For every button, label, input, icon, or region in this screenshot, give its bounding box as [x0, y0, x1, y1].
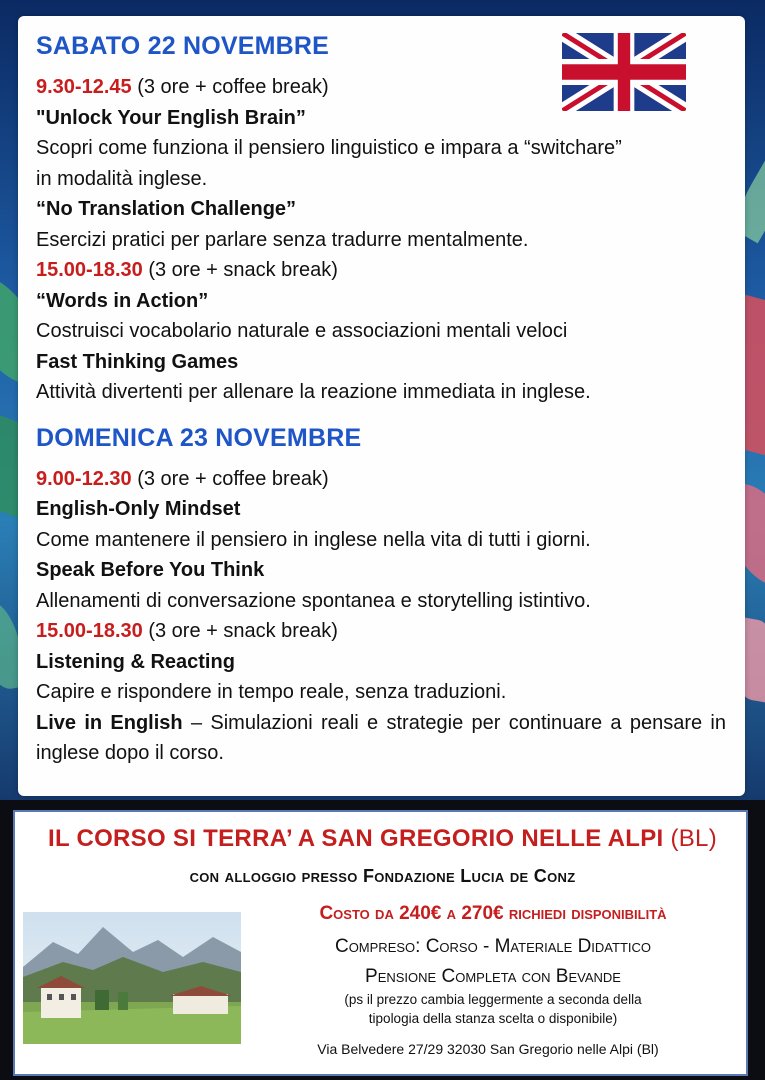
session-title: English-Only Mindset	[36, 498, 241, 520]
sunday-title: DOMENICA 23 NOVEMBRE	[36, 423, 362, 452]
session-description: Live in English – Simulazioni reali e strategie per continuare a pensare in inglese dopo il corso.	[36, 711, 726, 764]
cost-text: Costo da 240€ a 270€ richiedi disponibilità	[319, 903, 667, 924]
time-range: 9.00-12.30	[36, 467, 132, 490]
included-text: Compreso: Corso - Materiale Didattico Pensione Completa con Bevande	[334, 936, 652, 987]
session-title: Speak Before You Think	[36, 559, 265, 581]
session-title: Live in English	[36, 711, 183, 734]
saturday-title: SABATO 22 NOVEMBRE	[36, 32, 330, 60]
session-title: "Unlock Your English Brain”	[36, 106, 306, 129]
price-note: (ps il prezzo cambia leggermente a seconda della tipologia della stanza scelta o disponibile)	[344, 992, 642, 1026]
sunday-afternoon-time	[36, 616, 726, 647]
session-description: Costruisci vocabolario naturale e associazioni mentali veloci	[36, 320, 568, 342]
time-range: 9.30-12.45	[36, 76, 132, 98]
session-description: Come mantenere il pensiero in inglese nella vita di tutti i giorni.	[36, 528, 591, 551]
session-description: Allenamenti di conversazione spontanea e storytelling istintivo.	[36, 589, 591, 612]
lodging-text: con alloggio presso Fondazione Lucia de Conz	[189, 866, 576, 886]
break-note: (3 ore + snack break)	[142, 620, 338, 642]
session-description: Scopri come funziona il pensiero linguistico e impara a “switchare”	[36, 137, 622, 159]
venue-province: (BL)	[663, 825, 717, 852]
time-range: 15.00-18.30	[36, 259, 143, 281]
session-description: Capire e rispondere in tempo reale, senza traduzioni.	[36, 681, 507, 703]
break-note: (3 ore + snack break)	[142, 259, 338, 281]
session-title: “No Translation Challenge”	[36, 198, 297, 220]
session-title: Listening & Reacting	[36, 650, 235, 673]
session-title: “Words in Action”	[36, 289, 209, 312]
venue-title: IL CORSO SI TERRA’ A SAN GREGORIO NELLE ALPI (BL)	[47, 825, 717, 852]
session-description: Attività divertenti per allenare la reazione immediata in inglese.	[36, 381, 591, 403]
saturday-afternoon-time	[36, 255, 726, 286]
break-note: (3 ore + coffee break)	[131, 76, 329, 98]
sunday-morning-time	[36, 464, 726, 495]
schedule-text	[36, 28, 726, 769]
time-range: 15.00-18.30	[36, 620, 143, 642]
venue-photo	[23, 912, 241, 1044]
session-description: Esercizi pratici per parlare senza tradurre mentalmente.	[36, 228, 529, 251]
break-note: (3 ore + coffee break)	[131, 467, 329, 490]
saturday-morning-time	[36, 72, 726, 103]
session-title: Fast Thinking Games	[36, 350, 239, 373]
venue-address: Via Belvedere 27/29 32030 San Gregorio nelle Alpi (Bl)	[317, 1041, 659, 1057]
session-description: in modalità inglese.	[36, 167, 208, 190]
